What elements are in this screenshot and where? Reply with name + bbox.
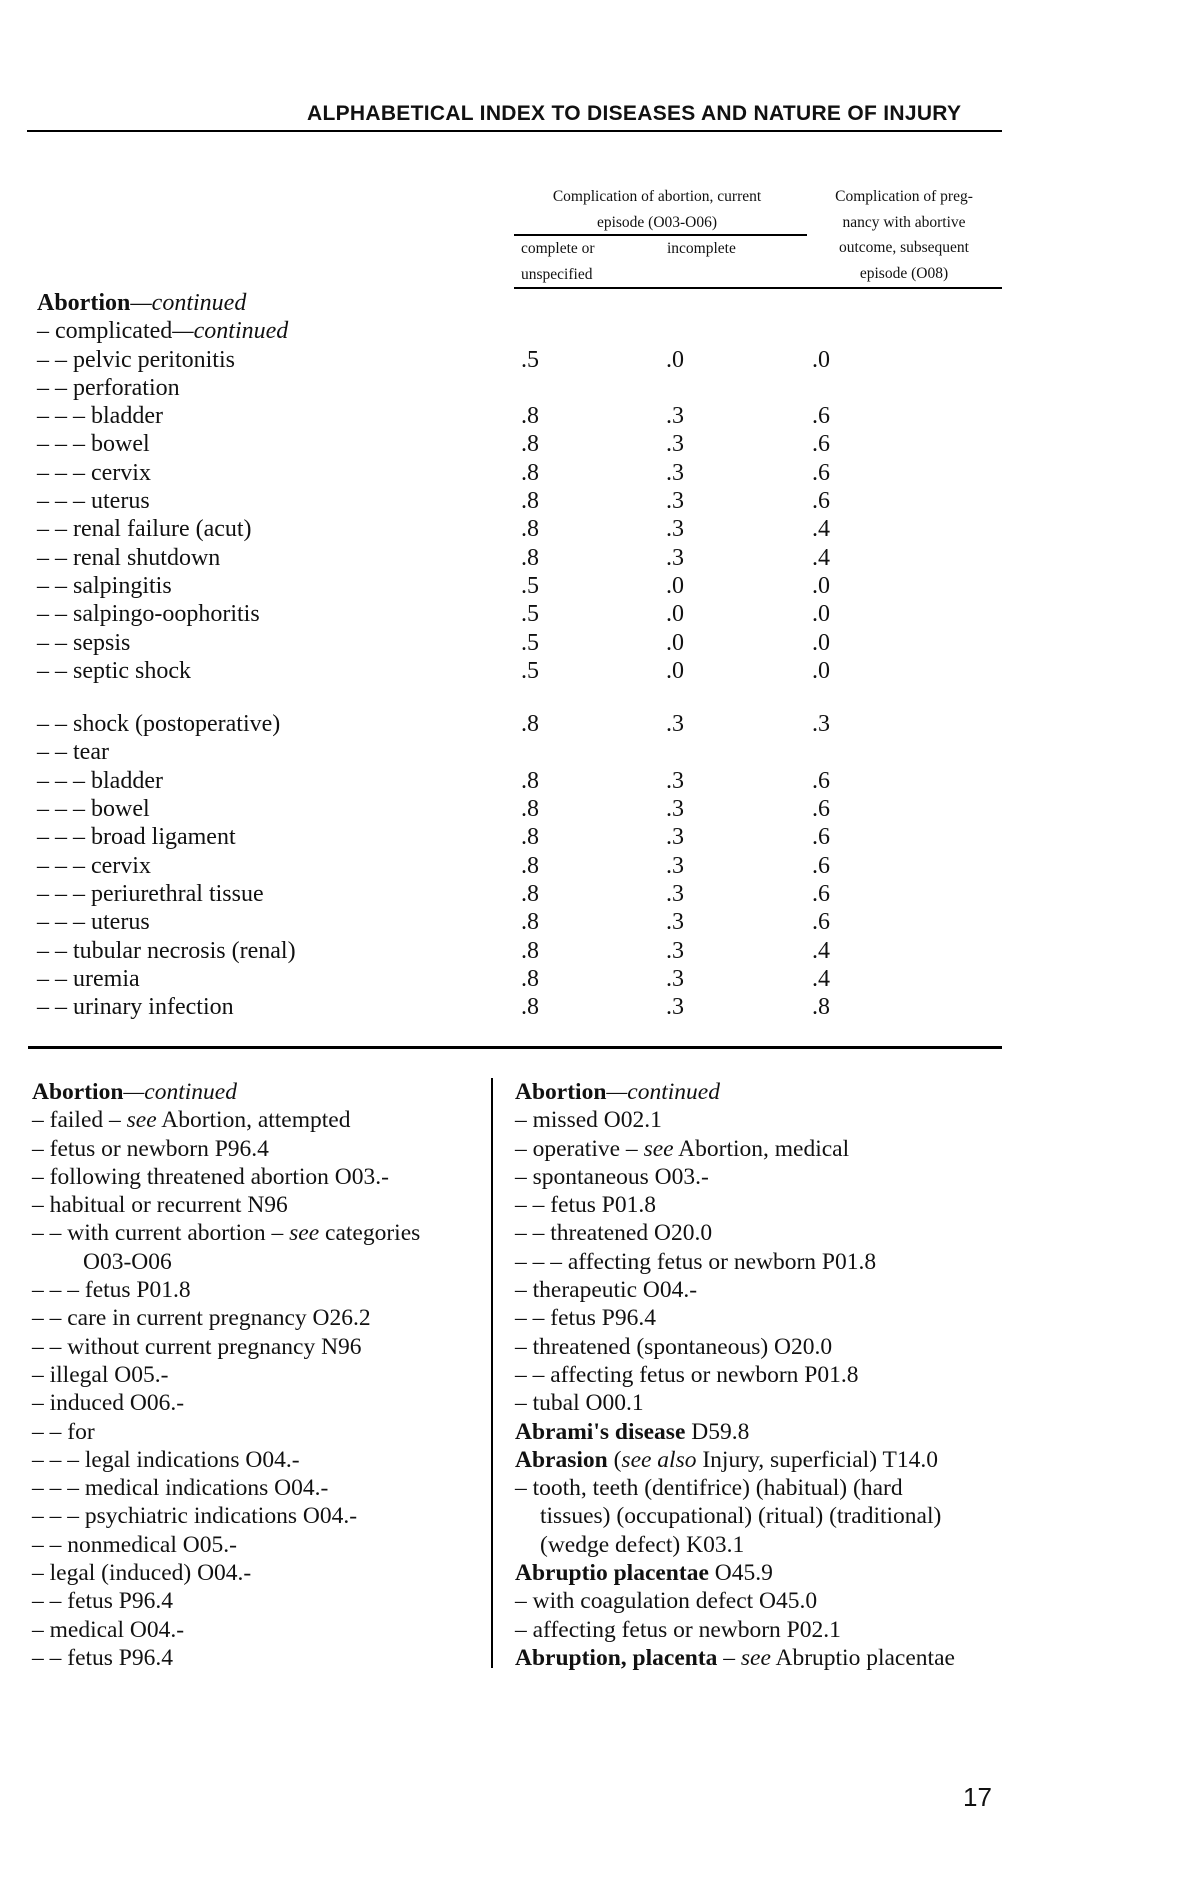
entry-text: – therapeutic O04.- [515, 1277, 698, 1304]
index-entry [32, 1248, 472, 1276]
index-entry [515, 1361, 1005, 1389]
row-code-c2: .3 [666, 796, 684, 823]
row-code-c1: .8 [521, 994, 539, 1021]
index-entry [32, 1474, 472, 1502]
row-code-c3: .4 [812, 937, 830, 964]
row-code-c2: .0 [666, 629, 684, 656]
entry-text: – – care in current pregnancy O26.2 [32, 1305, 371, 1332]
row-code-c2: .3 [666, 544, 684, 571]
row-term: – – – broad ligament [37, 824, 236, 851]
row-code-c3: .8 [812, 994, 830, 1021]
index-entry [32, 1502, 472, 1530]
entry-text: – following threatened abortion O03.- [32, 1163, 389, 1190]
index-entry [32, 1559, 472, 1587]
entry-italic: see [126, 1107, 157, 1134]
row-term: – – urinary infection [37, 994, 234, 1021]
row-code-c3: .0 [812, 601, 830, 628]
entry-text: O45.9 [708, 1560, 773, 1587]
row-term: – – renal shutdown [37, 544, 221, 571]
entry-text: – – fetus P96.4 [32, 1588, 173, 1615]
index-entry [515, 1276, 1005, 1304]
row-code-c3: .0 [812, 346, 830, 373]
row-code-c3: .0 [812, 629, 830, 656]
table-header-rule [514, 287, 1002, 289]
entry-text: Abruptio placentae [770, 1644, 955, 1671]
index-entry [515, 1559, 1005, 1587]
column-header-abortion-group [512, 184, 802, 235]
column-header-pregnancy [814, 184, 994, 286]
row-term: – – sepsis [37, 629, 131, 656]
row-code-c2: .0 [666, 572, 684, 599]
row-term: – – – bowel [37, 796, 150, 823]
subheading-term: – complicated [37, 318, 173, 345]
column-header-line: complete or [521, 240, 595, 257]
row-code-c3: .6 [812, 909, 830, 936]
column-header-line: episode (O03-O06) [596, 213, 718, 231]
index-entry [32, 1446, 472, 1474]
subheading-continued: —continued [172, 318, 289, 345]
entry-text: – induced O06.- [32, 1390, 185, 1417]
index-entry [515, 1304, 1005, 1332]
index-entry [32, 1418, 472, 1446]
index-entry [515, 1333, 1005, 1361]
row-term: – – – periurethral tissue [37, 880, 264, 907]
row-code-c3: .4 [812, 965, 830, 992]
row-code-c1: .8 [521, 909, 539, 936]
index-entry [32, 1219, 472, 1247]
row-code-c3: .6 [812, 488, 830, 515]
entry-text: D59.8 [685, 1418, 750, 1445]
row-code-c1: .5 [521, 572, 539, 599]
index-entry [515, 1135, 1005, 1163]
entry-term: Abrasion [515, 1446, 608, 1473]
row-term: – – renal failure (acut) [37, 516, 252, 543]
entry-text: – habitual or recurrent N96 [32, 1192, 288, 1219]
index-entry [515, 1502, 1005, 1530]
row-code-c1: .8 [521, 937, 539, 964]
index-entry [515, 1078, 1005, 1106]
index-entry [515, 1418, 1005, 1446]
entry-text: tissues) (occupational) (ritual) (traditional) [540, 1503, 942, 1530]
index-entry [515, 1616, 1005, 1644]
row-code-c1: .8 [521, 852, 539, 879]
entry-text: – legal (induced) O04.- [32, 1560, 252, 1587]
column-header-line: outcome, subsequent [838, 239, 969, 256]
row-code-c3: .4 [812, 516, 830, 543]
column-header-line: unspecified [521, 265, 593, 283]
index-entry [32, 1389, 472, 1417]
entry-text: – affecting fetus or newborn P02.1 [515, 1616, 841, 1643]
row-code-c2: .3 [666, 852, 684, 879]
row-code-c1: .8 [521, 403, 539, 430]
row-code-c2: .3 [666, 488, 684, 515]
heading-continued: —continued [130, 290, 247, 316]
row-code-c3: .6 [812, 431, 830, 458]
index-entry [515, 1219, 1005, 1247]
index-entry [515, 1248, 1005, 1276]
column-header-line: Complication of abortion, current [552, 188, 762, 205]
row-code-c1: .8 [521, 711, 539, 738]
entry-term: Abruption, placenta [515, 1644, 718, 1671]
index-entry [515, 1106, 1005, 1134]
entry-text: – – affecting fetus or newborn P01.8 [515, 1361, 859, 1388]
entry-text: – – – affecting fetus or newborn P01.8 [515, 1248, 877, 1275]
row-code-c1: .5 [521, 657, 539, 684]
entry-text: – operative – [515, 1135, 644, 1162]
row-code-c2: .3 [666, 431, 684, 458]
column-header-incomplete: incomplete [667, 240, 736, 257]
row-code-c1: .5 [521, 346, 539, 373]
index-entry [515, 1474, 1005, 1502]
row-code-c2: .3 [666, 403, 684, 430]
index-entry [32, 1644, 472, 1672]
heading-term: Abortion [37, 290, 131, 316]
row-term: – – pelvic peritonitis [37, 346, 235, 373]
entry-text: categories [319, 1220, 421, 1247]
column-header-line: nancy with abortive [842, 213, 966, 231]
row-code-c2: .3 [666, 880, 684, 907]
entry-italic: —continued [123, 1079, 237, 1105]
row-code-c2: .3 [666, 994, 684, 1021]
row-code-c1: .8 [521, 544, 539, 571]
row-code-c2: .0 [666, 601, 684, 628]
row-term: – – tubular necrosis (renal) [37, 937, 296, 964]
entry-text: – threatened (spontaneous) O20.0 [515, 1333, 833, 1360]
entry-text: – – fetus P96.4 [32, 1644, 173, 1671]
row-term: – – tear [37, 739, 109, 766]
row-code-c3: .6 [812, 403, 830, 430]
index-entry [32, 1531, 472, 1559]
entry-text: – missed O02.1 [515, 1107, 662, 1134]
entry-text: – fetus or newborn P96.4 [32, 1135, 269, 1162]
row-term: – – uremia [37, 965, 140, 992]
index-entry [32, 1361, 472, 1389]
row-code-c1: .8 [521, 824, 539, 851]
entry-text: – with coagulation defect O45.0 [515, 1588, 818, 1615]
row-code-c3: .0 [812, 572, 830, 599]
entry-text: ( [607, 1446, 622, 1473]
row-term: – – septic shock [37, 657, 191, 684]
row-term: – – salpingitis [37, 572, 172, 599]
row-code-c2: .3 [666, 824, 684, 851]
row-term: – – – bowel [37, 431, 150, 458]
entry-text: – – – legal indications O04.- [32, 1446, 300, 1473]
entry-text: – – – psychiatric indications O04.- [32, 1503, 358, 1530]
row-term: – – – bladder [37, 403, 163, 430]
index-entry [32, 1078, 472, 1106]
entry-italic: see also [621, 1446, 697, 1473]
index-entry [32, 1135, 472, 1163]
row-code-c1: .8 [521, 488, 539, 515]
index-entry [515, 1644, 1005, 1672]
entry-text: – – nonmedical O05.- [32, 1531, 237, 1558]
entry-italic: see [740, 1644, 771, 1671]
index-column-left [32, 1078, 472, 1672]
section-rule [28, 1046, 1002, 1049]
row-code-c1: .5 [521, 601, 539, 628]
entry-italic: see [289, 1220, 320, 1247]
row-code-c1: .8 [521, 459, 539, 486]
row-code-c3: .6 [812, 852, 830, 879]
entry-text: – – threatened O20.0 [515, 1220, 713, 1247]
entry-text: – – with current abortion – [32, 1220, 290, 1247]
row-code-c2: .3 [666, 937, 684, 964]
entry-text: – [717, 1644, 741, 1671]
entry-text: (wedge defect) K03.1 [540, 1531, 745, 1558]
entry-text: – illegal O05.- [32, 1361, 169, 1388]
entry-text: Abortion, medical [673, 1135, 850, 1162]
row-code-c1: .8 [521, 880, 539, 907]
entry-text: – – fetus P01.8 [515, 1192, 656, 1219]
row-code-c2: .3 [666, 516, 684, 543]
index-entry [32, 1587, 472, 1615]
index-entry [32, 1333, 472, 1361]
entry-text: Abortion, attempted [156, 1107, 351, 1134]
entry-text: – tubal O00.1 [515, 1390, 644, 1417]
page-number: 17 [963, 1782, 992, 1812]
index-column-right [515, 1078, 1005, 1672]
row-code-c1: .5 [521, 629, 539, 656]
row-term: – – – bladder [37, 767, 163, 794]
row-code-c1: .8 [521, 516, 539, 543]
row-code-c1: .8 [521, 796, 539, 823]
row-code-c3: .6 [812, 824, 830, 851]
column-divider [491, 1078, 493, 1668]
row-code-c3: .6 [812, 796, 830, 823]
row-code-c3: .3 [812, 711, 830, 738]
index-entry [515, 1531, 1005, 1559]
row-term: – – – uterus [37, 909, 150, 936]
index-entry [515, 1163, 1005, 1191]
running-header: ALPHABETICAL INDEX TO DISEASES AND NATURE OF INJURY [307, 102, 962, 125]
row-code-c3: .6 [812, 767, 830, 794]
entry-text: Injury, superficial) T14.0 [696, 1446, 938, 1473]
index-entry [32, 1163, 472, 1191]
row-code-c1: .8 [521, 431, 539, 458]
entry-text: – – – fetus P01.8 [32, 1277, 191, 1304]
index-entry [32, 1304, 472, 1332]
row-code-c2: .0 [666, 346, 684, 373]
row-code-c1: .8 [521, 965, 539, 992]
row-code-c3: .4 [812, 544, 830, 571]
entry-term: Abortion [515, 1079, 607, 1105]
entry-text: – medical O04.- [32, 1616, 185, 1643]
row-code-c2: .3 [666, 965, 684, 992]
entry-term: Abrami's disease [515, 1418, 686, 1445]
index-entry [32, 1616, 472, 1644]
column-header-complete [521, 236, 641, 287]
index-entry [32, 1106, 472, 1134]
row-term: – – – cervix [37, 459, 151, 486]
row-code-c3: .0 [812, 657, 830, 684]
index-entry [515, 1191, 1005, 1219]
entry-text: – – – medical indications O04.- [32, 1475, 329, 1502]
row-code-c1: .8 [521, 767, 539, 794]
column-header-line: episode (O08) [859, 264, 949, 282]
entry-text: – failed – [32, 1107, 127, 1134]
row-term: – – – uterus [37, 488, 150, 515]
index-entry [32, 1276, 472, 1304]
row-code-c2: .3 [666, 711, 684, 738]
header-rule [27, 130, 1002, 132]
row-code-c2: .3 [666, 459, 684, 486]
row-code-c2: .0 [666, 657, 684, 684]
entry-text: – tooth, teeth (dentifrice) (habitual) (hard [515, 1475, 903, 1502]
entry-text: O03-O06 [83, 1248, 172, 1275]
index-entry [32, 1191, 472, 1219]
entry-italic: —continued [606, 1079, 720, 1105]
row-code-c3: .6 [812, 459, 830, 486]
entry-term: Abruptio placentae [515, 1560, 709, 1587]
index-entry [515, 1389, 1005, 1417]
row-code-c2: .3 [666, 909, 684, 936]
column-header-line: Complication of preg- [835, 188, 973, 205]
entry-text: – – fetus P96.4 [515, 1305, 656, 1332]
row-code-c2: .3 [666, 767, 684, 794]
entry-text: – – without current pregnancy N96 [32, 1333, 362, 1360]
entry-text: – – for [32, 1418, 95, 1445]
row-term: – – perforation [37, 374, 180, 401]
row-term: – – shock (postoperative) [37, 711, 281, 738]
row-code-c3: .6 [812, 880, 830, 907]
entry-term: Abortion [32, 1079, 124, 1105]
entry-italic: see [643, 1135, 674, 1162]
entry-text: – spontaneous O03.- [515, 1163, 709, 1190]
row-term: – – salpingo-oophoritis [37, 601, 260, 628]
index-entry [515, 1587, 1005, 1615]
row-term: – – – cervix [37, 852, 151, 879]
index-entry [515, 1446, 1005, 1474]
